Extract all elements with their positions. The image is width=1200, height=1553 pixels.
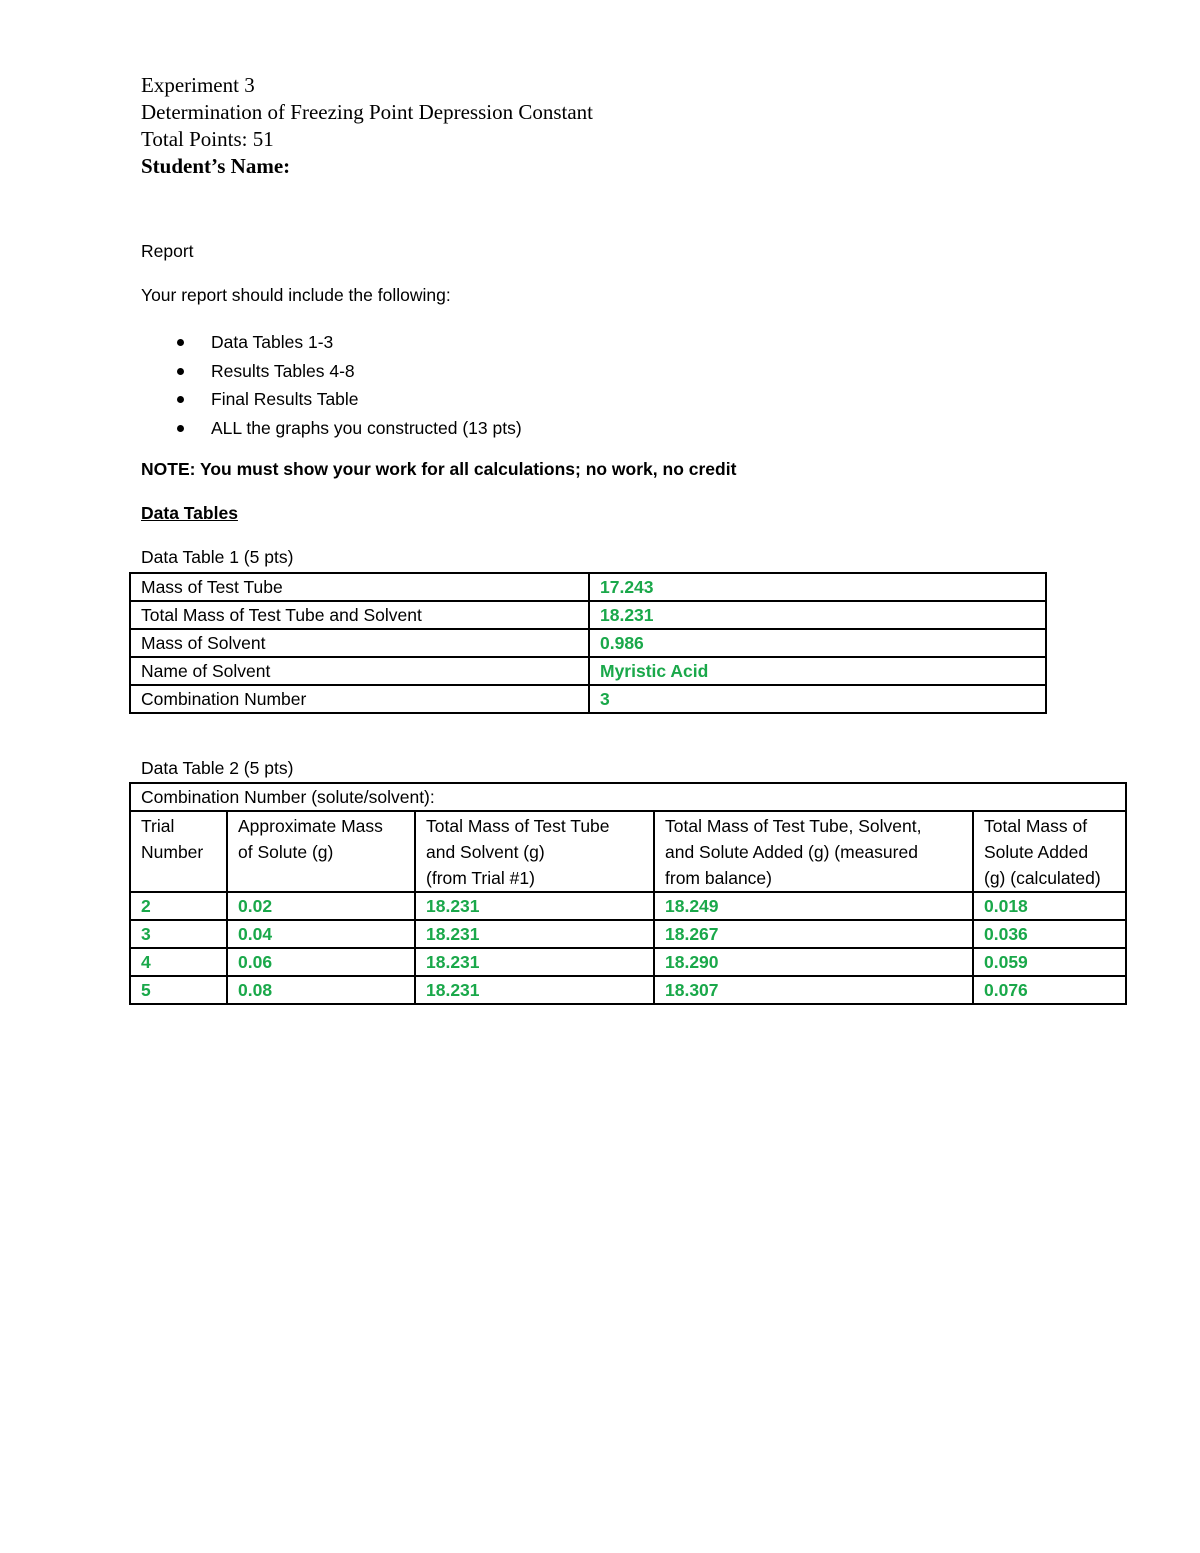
column-header: Total Mass of Solute Added (g) (calculated) [973,811,1126,892]
table-row [130,920,1126,948]
table-cell: 5 [130,976,227,1004]
table-header-row [130,811,1126,892]
table2-caption: Data Table 2 (5 pts) [141,758,294,778]
table-cell-label: Mass of Test Tube [130,573,589,601]
table-cell: 18.231 [415,976,654,1004]
table-cell-label: Name of Solvent [130,657,589,685]
student-name-label: Student’s Name: [141,154,291,178]
document-header [141,72,593,180]
table-cell: 18.290 [654,948,973,976]
table-cell: 0.04 [227,920,415,948]
table-cell-value: Myristic Acid [589,657,1046,685]
table-cell-label: Combination Number [130,685,589,713]
table-cell-value: 17.243 [589,573,1046,601]
table-cell: 18.231 [415,948,654,976]
table-cell: 0.076 [973,976,1126,1004]
table-cell-value: 0.986 [589,629,1046,657]
table-cell: 0.018 [973,892,1126,920]
bullet-icon [177,396,184,403]
table-cell: 0.08 [227,976,415,1004]
data-table-1 [129,572,1047,714]
column-header: Total Mass of Test Tube, Solvent, and Solute Added (g) (measured from balance) [654,811,973,892]
column-header: Trial Number [130,811,227,892]
table-row [130,948,1126,976]
total-points: Total Points: 51 [141,127,274,151]
data-table-2 [129,782,1127,1005]
table-row [130,685,1046,713]
data-tables-heading: Data Tables [141,503,238,523]
table-cell-value: 18.231 [589,601,1046,629]
table-row [130,601,1046,629]
bullet-icon [177,425,184,432]
combination-number-label: Combination Number (solute/solvent): [130,783,1126,811]
table-row [130,657,1046,685]
table-cell: 2 [130,892,227,920]
table-row [130,573,1046,601]
list-item: Results Tables 4-8 [141,357,522,386]
table-cell: 18.249 [654,892,973,920]
list-item: Final Results Table [141,385,522,414]
table-row [130,783,1126,811]
table-cell: 0.036 [973,920,1126,948]
report-intro: Your report should include the following: [141,285,451,305]
column-header: Total Mass of Test Tube and Solvent (g) (from Trial #1) [415,811,654,892]
report-requirements-list [141,328,522,443]
experiment-number: Experiment 3 [141,73,255,97]
experiment-title: Determination of Freezing Point Depression Constant [141,100,594,124]
table-cell: 0.059 [973,948,1126,976]
table1-caption: Data Table 1 (5 pts) [141,547,294,567]
report-title: Report [141,241,194,261]
table-cell-value: 3 [589,685,1046,713]
table-cell: 18.307 [654,976,973,1004]
work-note: NOTE: You must show your work for all calculations; no work, no credit [141,459,737,479]
table-row [130,629,1046,657]
table-row [130,892,1126,920]
column-header: Approximate Mass of Solute (g) [227,811,415,892]
table-cell: 18.231 [415,892,654,920]
list-item: Data Tables 1-3 [141,328,522,357]
table-cell: 3 [130,920,227,948]
table-cell: 4 [130,948,227,976]
table-row [130,976,1126,1004]
table-cell: 0.06 [227,948,415,976]
table-cell-label: Mass of Solvent [130,629,589,657]
bullet-icon [177,368,184,375]
table-cell: 18.267 [654,920,973,948]
bullet-icon [177,339,184,346]
table-cell: 18.231 [415,920,654,948]
table-cell: 0.02 [227,892,415,920]
table-cell-label: Total Mass of Test Tube and Solvent [130,601,589,629]
list-item: ALL the graphs you constructed (13 pts) [141,414,522,443]
